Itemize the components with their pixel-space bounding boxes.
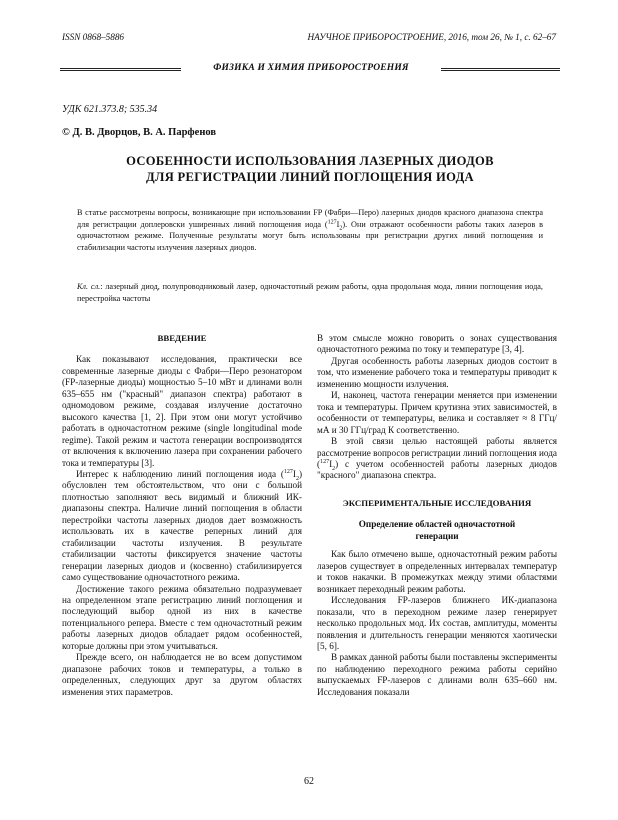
right-column [317,333,557,698]
molecule-count: 2 [332,465,336,472]
right-paragraph-5: Как было отмечено выше, одночастотный режим работы лазеров существует в определенных интервалах температур и токов накачки. В промежутках между этими областями возникает переходный режим работы. [317,549,557,594]
abstract-text-1: В статье рассмотрены вопросы, возникающие при использовании FP (Фабри—Перо) лазерных диодов красного диапазона спектра для регистрации доплеровски уширенных линий поглощения иода ( [77,208,543,229]
molecule-count: 2 [295,475,299,482]
title-line-2: ДЛЯ РЕГИСТРАЦИИ ЛИНИЙ ПОГЛОЩЕНИЯ ИОДА [146,170,474,184]
issn: ISSN 0868–5886 [62,32,125,42]
right-paragraph-7: В рамках данной работы были поставлены эксперименты по наблюдению переходного режима работы серийно выпускаемых FP-лазеров с длинами волн 635–660 нм. Исследования показали [317,652,557,697]
intro-paragraph-3: Достижение такого режима обязательно подразумевает на определенном этапе регистрацию линий поглощения и последующий выбор одной из них в качестве потенциального репера. Вместе с тем одночастотный режим работы лазерных диодов обладает рядом особенностей, которые должны при этом учитываться. [62,583,302,651]
intro-paragraph-2 [62,469,302,584]
right-paragraph-1: В этом смысле можно говорить о зонах существования одночастотного режима по току и температуре [3, 4]. [317,333,557,355]
experimental-heading: ЭКСПЕРИМЕНТАЛЬНЫЕ ИССЛЕДОВАНИЯ [342,497,532,508]
subheading-line-1: Определение областей одночастотной [358,519,516,530]
text-span: Интерес к наблюдению линий поглощения иода ( [76,468,284,479]
text-span: В этой связи целью настоящей работы является рассмотрение вопросов регистрации линий поглощения иода ( [317,436,557,469]
element-symbol: I [292,468,296,479]
right-paragraph-4 [317,436,557,482]
isotope-mass: 127 [327,218,337,225]
page-number: 62 [304,776,314,787]
section-rule-right [441,68,560,71]
title-line-1: ОСОБЕННОСТИ ИСПОЛЬЗОВАНИЯ ЛАЗЕРНЫХ ДИОДОВ [126,154,494,168]
molecule-count: 2 [339,225,343,232]
element-symbol: I [329,458,333,469]
journal-citation: НАУЧНОЕ ПРИБОРОСТРОЕНИЕ, 2016, том 26, № 1, с. 62–67 [307,32,556,42]
paper-title [80,153,540,185]
intro-paragraph-1: Как показывают исследования, практически все современные лазерные диоды с Фабри—Перо резонатором (FP-лазерные диоды) мощностью 5–10 мВт и длинами волн 635–655 нм ("красный" диапазон спектра) работают в одномодовом режиме, создавая излучение достаточно высокого качества [1, 2]. При этом они могут устойчиво работать в одночастотном режиме (single longitudinal mode regime). Такой режим и частота генерации воспроизводятся от включения к включению лазера при сохранении рабочего тока и температуры [3]. [62,354,302,468]
right-paragraph-3: И, наконец, частота генерации меняется при изменении тока и температуры. Причем крутизна этих зависимостей, в особенности от температуры, велика и составляет ≈ 8 ГГц/мА и 30 ГГц/град К соответственно. [317,390,557,435]
right-paragraph-6: Исследования FP-лазеров ближнего ИК-диапазона показали, что в переходном режиме лазер генерирует несколько продольных мод. Их состав, амплитуды, моменты появления и длительность генерации меняются хаотически [5, 6]. [317,595,557,651]
isotope-mass: 127 [283,468,293,475]
subheading-line-2: генерации [415,530,459,541]
element-symbol: I [336,219,340,229]
isotope-mass: 127 [320,458,330,465]
abstract [77,207,543,253]
keywords-text: : лазерный диод, полупроводниковый лазер, одночастотный режим работы, одна продольная мода, линии поглощения иода, перестройка частоты [77,282,543,303]
right-paragraph-2: Другая особенность работы лазерных диодов состоит в том, что изменение рабочего тока и температуры приводит к изменению мощности излучения. [317,355,557,389]
udk-code: УДК 621.373.8; 535.34 [62,104,158,115]
section-rule-left [60,68,181,71]
keywords-label: Кл. сл. [77,282,101,291]
section-bar [60,63,560,75]
keywords [77,281,543,304]
authors: © Д. В. Дворцов, В. А. Парфенов [62,127,217,138]
abstract-text-2: ). Они отражают особенности работы таких лазеров в одночастотном режиме. Полученные результаты могут быть использованы при регистрации других линий поглощения и стабилизации частоты излучения лазерных диодов. [77,219,543,252]
text-span: ) с учетом особенностей работы лазерных диодов "красного" диапазона спектра. [317,458,557,481]
left-column [62,333,302,698]
intro-paragraph-4: Прежде всего, он наблюдается не во всем допустимом диапазоне рабочих токов и температуры, а только в определенных, следующих друг за другом областях изменения этих параметров. [62,652,302,697]
subheading [317,519,557,542]
intro-heading: ВВЕДЕНИЕ [157,333,207,343]
text-span: ) обусловлен тем обстоятельством, что они с большой плотностью заполняют весь видимый и ближний ИК-диапазоны спектра. Наличие линий поглощения в области перестройки частоты лазерных диодов дает возможность использовать их в качестве реперных линий для стабилизации частоты излучения. В результате стабилизации частоты фиксируется значение частоты генерации лазерных диодов и (косвенно) стабилизируется само существование одночастотного режима. [62,468,302,583]
section-title: ФИЗИКА И ХИМИЯ ПРИБОРОСТРОЕНИЯ [213,63,409,73]
